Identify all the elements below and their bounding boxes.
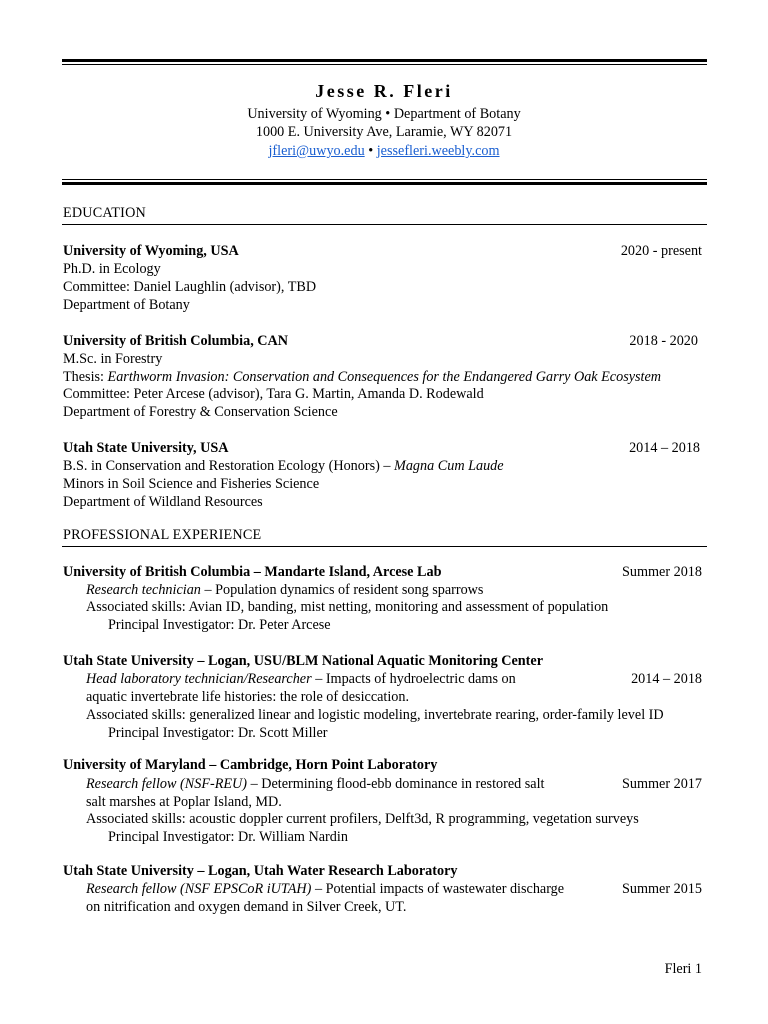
education-line: Department of Wildland Resources — [63, 494, 263, 510]
experience-role: Research fellow (NSF-REU) — [86, 776, 248, 792]
experience-dates: Summer 2015 — [622, 881, 702, 897]
address: 1000 E. University Ave, Laramie, WY 82071 — [255, 124, 513, 140]
education-dates: 2014 – 2018 — [629, 440, 700, 456]
header-bottom-rule-thin — [62, 179, 707, 180]
degree-text: B.S. in Conservation and Restoration Ecology (Honors) – — [63, 458, 395, 474]
author-name: Jesse R. Fleri — [315, 81, 453, 101]
education-line: Department of Botany — [63, 297, 190, 313]
experience-dates: Summer 2018 — [622, 564, 702, 580]
header-top-rule-thin — [62, 64, 707, 65]
experience-desc: – Potential impacts of wastewater discharge — [311, 881, 565, 897]
header-top-rule — [62, 59, 707, 62]
header-bottom-rule — [62, 182, 707, 185]
experience-skills: Associated skills: generalized linear and logistic modeling, invertebrate rearing, order-family level ID — [86, 707, 664, 723]
experience-role: Head laboratory technician/Researcher — [86, 671, 312, 687]
education-dates: 2018 - 2020 — [629, 333, 698, 349]
education-institution: Utah State University, USA — [63, 440, 229, 456]
experience-title: Utah State University – Logan, Utah Water Research Laboratory — [63, 863, 458, 879]
education-divider — [62, 224, 707, 225]
degree-honor: Magna Cum Laude — [394, 458, 504, 474]
experience-pi: Principal Investigator: Dr. William Nardin — [108, 829, 348, 845]
education-institution: University of British Columbia, CAN — [63, 333, 289, 349]
experience-title: Utah State University – Logan, USU/BLM National Aquatic Monitoring Center — [63, 653, 544, 669]
experience-title: University of Maryland – Cambridge, Horn Point Laboratory — [63, 757, 438, 773]
education-line: Ph.D. in Ecology — [63, 261, 161, 277]
experience-dates: Summer 2017 — [622, 776, 702, 792]
degree-line — [63, 458, 504, 476]
experience-title: University of British Columbia – Mandarte Island, Arcese Lab — [63, 564, 442, 580]
contact-separator: • — [364, 143, 377, 159]
experience-role-line — [86, 671, 516, 689]
experience-skills: Associated skills: Avian ID, banding, mist netting, monitoring and assessment of population — [86, 599, 609, 615]
experience-skills: Associated skills: acoustic doppler current profilers, Delft3d, R programming, vegetation surveys — [86, 811, 639, 827]
contact-line — [0, 143, 768, 161]
experience-desc-cont: aquatic invertebrate life histories: the role of desiccation. — [86, 689, 410, 705]
experience-role-line — [86, 582, 483, 600]
thesis-title: Earthworm Invasion: Conservation and Consequences for the Endangered Garry Oak Ecosystem — [107, 369, 662, 385]
education-institution: University of Wyoming, USA — [63, 243, 239, 259]
education-line: Committee: Daniel Laughlin (advisor), TBD — [63, 279, 317, 295]
website-link[interactable]: jessefleri.weebly.com — [376, 143, 500, 159]
experience-divider — [62, 546, 707, 547]
experience-role: Research technician — [86, 582, 201, 598]
education-dates: 2020 - present — [620, 243, 702, 259]
experience-pi: Principal Investigator: Dr. Peter Arcese — [108, 617, 331, 633]
experience-role-line — [86, 776, 544, 794]
thesis-prefix: Thesis: — [63, 369, 108, 385]
experience-role: Research fellow (NSF EPSCoR iUTAH) — [86, 881, 312, 897]
email-link[interactable]: jfleri@uwyo.edu — [268, 143, 365, 159]
experience-role-line — [86, 881, 564, 899]
affiliation: University of Wyoming • Department of Botany — [247, 106, 521, 122]
education-line: M.Sc. in Forestry — [63, 351, 163, 367]
experience-heading: PROFESSIONAL EXPERIENCE — [63, 527, 262, 543]
experience-desc-cont: salt marshes at Poplar Island, MD. — [86, 794, 282, 810]
experience-desc: – Impacts of hydroelectric dams on — [311, 671, 516, 687]
page-number: Fleri 1 — [664, 961, 702, 977]
experience-desc-cont: on nitrification and oxygen demand in Silver Creek, UT. — [86, 899, 407, 915]
education-line: Department of Forestry & Conservation Science — [63, 404, 338, 420]
education-line: Minors in Soil Science and Fisheries Science — [63, 476, 320, 492]
experience-desc: – Population dynamics of resident song sparrows — [200, 582, 484, 598]
experience-pi: Principal Investigator: Dr. Scott Miller — [108, 725, 328, 741]
education-heading: EDUCATION — [63, 205, 146, 221]
thesis-line — [63, 369, 661, 387]
experience-desc: – Determining flood-ebb dominance in restored salt — [247, 776, 545, 792]
experience-dates: 2014 – 2018 — [631, 671, 702, 687]
education-line: Committee: Peter Arcese (advisor), Tara G. Martin, Amanda D. Rodewald — [63, 386, 484, 402]
